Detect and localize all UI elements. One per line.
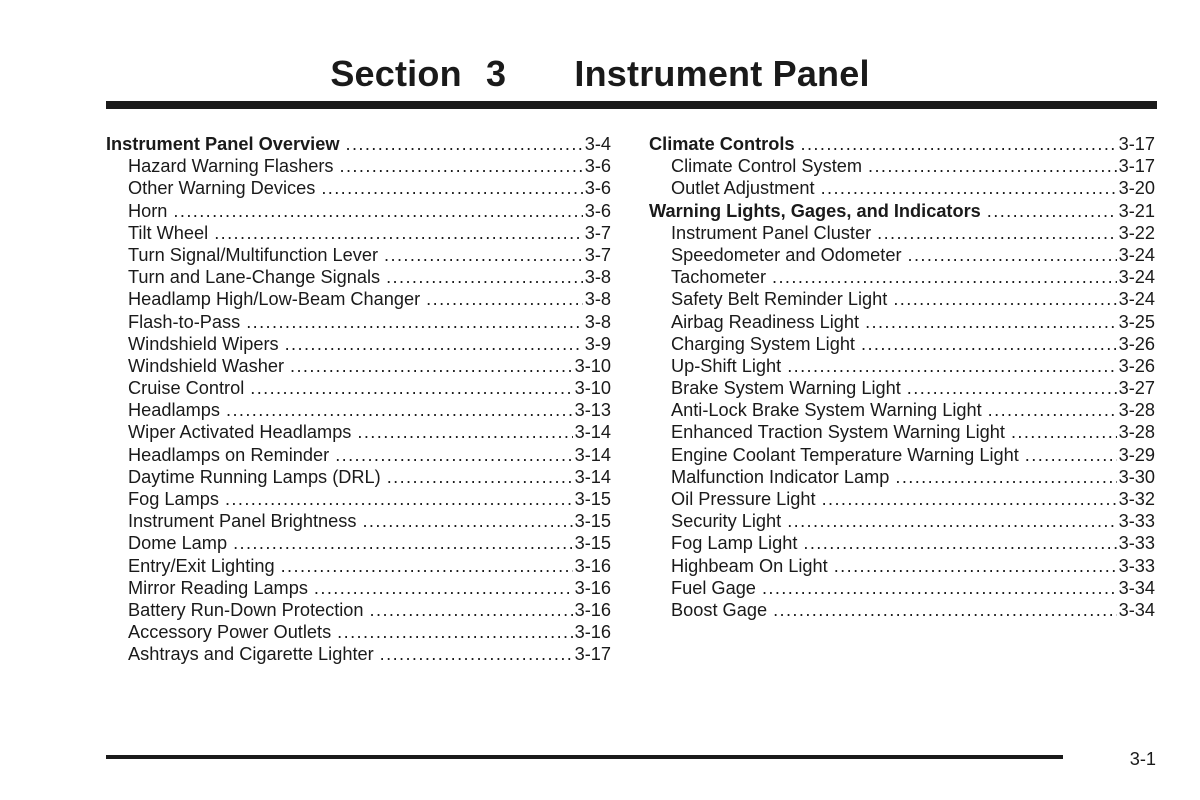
section-label: Section [330,53,462,94]
toc-entry-title: Brake System Warning Light [671,378,901,399]
toc-entry-page: 3-28 [1118,400,1155,421]
toc-entry-page: 3-16 [574,555,611,576]
toc-entry [106,355,611,377]
toc-entry [106,244,611,266]
toc-dot-leader [803,532,1116,554]
toc-dot-leader [357,421,572,443]
page-number: 3-1 [1129,749,1156,769]
toc-entry-title: Outlet Adjustment [671,178,815,199]
toc-entry-page: 3-15 [574,489,611,509]
toc-entry [649,488,1155,510]
toc-entry-title: Anti-Lock Brake System Warning Light [671,400,982,421]
toc-entry-page: 3-16 [574,599,611,620]
toc-dot-leader [335,444,572,466]
toc-dot-leader [908,244,1117,266]
toc-section-heading [649,133,1155,155]
toc-right-column [649,133,1155,621]
toc-dot-leader [225,488,573,510]
toc-entry [649,355,1155,377]
toc-dot-leader [987,200,1117,222]
toc-dot-leader [384,244,583,266]
toc-entry-page: 3-21 [1118,200,1155,221]
toc-entry [649,333,1155,355]
toc-dot-leader [226,399,573,421]
toc-entry [106,377,611,399]
toc-entry [649,466,1155,488]
toc-dot-leader [337,621,572,643]
toc-entry [106,466,611,488]
toc-entry-page: 3-34 [1118,599,1155,620]
toc-entry-title: Climate Control System [671,156,863,177]
toc-entry-title: Climate Controls [649,134,795,154]
toc-entry-title: Turn and Lane-Change Signals [128,267,381,288]
section-title [0,52,1200,96]
toc-entry-title: Headlamps on Reminder [128,444,330,465]
toc-entry-page: 3-9 [584,333,611,354]
toc-entry-title: Entry/Exit Lighting [128,555,275,576]
toc-entry-title: Speedometer and Odometer [671,244,902,265]
toc-entry-page: 3-25 [1118,311,1155,332]
toc-entry [649,599,1155,621]
toc-entry-title: Hazard Warning Flashers [128,156,334,177]
toc-entry-page: 3-16 [574,577,611,598]
toc-entry-title: Highbeam On Light [671,555,828,576]
toc-entry [649,222,1155,244]
toc-entry [106,444,611,466]
toc-dot-leader [285,333,583,355]
toc-dot-leader [1025,444,1117,466]
toc-entry-page: 3-34 [1118,577,1155,598]
toc-entry [106,177,611,199]
toc-dot-leader [321,177,582,199]
toc-entry [106,155,611,177]
toc-entry [106,222,611,244]
toc-entry [649,444,1155,466]
toc-entry-page: 3-7 [584,222,611,243]
toc-dot-leader [380,643,573,665]
toc-entry-title: Wiper Activated Headlamps [128,422,352,443]
toc-dot-leader [801,133,1117,155]
toc-dot-leader [1011,421,1117,443]
toc-entry-title: Dome Lamp [128,533,228,554]
toc-entry-title: Engine Coolant Temperature Warning Light [671,444,1019,465]
toc-entry [649,532,1155,554]
toc-dot-leader [314,577,573,599]
toc-entry-title: Accessory Power Outlets [128,622,332,643]
toc-entry-title: Fog Lamp Light [671,533,798,554]
toc-entry-title: Up-Shift Light [671,355,782,376]
toc-entry-page: 3-26 [1118,355,1155,376]
toc-dot-leader [386,266,583,288]
toc-entry-page: 3-33 [1118,555,1155,576]
toc-entry-page: 3-15 [574,511,611,532]
toc-dot-leader [893,288,1116,310]
toc-entry [106,421,611,443]
toc-entry [106,643,611,665]
toc-entry [106,200,611,222]
toc-entry-title: Horn [128,200,168,221]
toc-dot-leader [214,222,583,244]
toc-dot-leader [895,466,1116,488]
toc-entry-page: 3-28 [1118,422,1155,443]
toc-dot-leader [250,377,572,399]
toc-entry-page: 3-24 [1118,289,1155,310]
toc-dot-leader [340,155,583,177]
toc-entry-page: 3-10 [574,378,611,399]
toc-entry-title: Instrument Panel Brightness [128,511,357,532]
toc-dot-leader [290,355,573,377]
section-number: 3 [485,53,507,94]
toc-entry-page: 3-10 [574,355,611,376]
toc-entry-page: 3-6 [584,200,611,221]
toc-left-column [106,133,611,666]
toc-entry-page: 3-30 [1118,466,1155,487]
toc-entry-title: Ashtrays and Cigarette Lighter [128,644,374,665]
toc-dot-leader [233,532,573,554]
toc-entry-page: 3-32 [1118,489,1155,509]
toc-dot-leader [370,599,573,621]
toc-entry-title: Instrument Panel Overview [106,134,340,154]
toc-entry-title: Mirror Reading Lamps [128,577,308,598]
toc-entry-page: 3-17 [1118,134,1155,154]
toc-entry-page: 3-33 [1118,511,1155,532]
toc-entry [649,377,1155,399]
toc-entry-title: Charging System Light [671,333,855,354]
toc-entry [649,311,1155,333]
toc-entry [106,577,611,599]
toc-entry-page: 3-24 [1118,267,1155,288]
toc-entry [649,288,1155,310]
toc-entry-title: Malfunction Indicator Lamp [671,466,890,487]
toc-entry [649,399,1155,421]
toc-dot-leader [787,355,1116,377]
toc-entry-page: 3-16 [574,622,611,643]
toc-entry-title: Fuel Gage [671,577,756,598]
toc-dot-leader [834,555,1117,577]
toc-entry [106,399,611,421]
toc-section-heading [649,200,1155,222]
toc-entry [649,421,1155,443]
toc-entry [649,577,1155,599]
toc-entry-title: Windshield Wipers [128,333,279,354]
toc-entry-page: 3-13 [574,400,611,421]
toc-entry [106,488,611,510]
toc-entry [106,555,611,577]
toc-entry-page: 3-22 [1118,222,1155,243]
toc-entry-title: Instrument Panel Cluster [671,222,872,243]
toc-section-heading [106,133,611,155]
toc-entry-title: Tachometer [671,267,767,288]
toc-entry-page: 3-24 [1118,244,1155,265]
toc-dot-leader [868,155,1117,177]
toc-dot-leader [362,510,572,532]
toc-entry-title: Fog Lamps [128,489,219,509]
toc-dot-leader [281,555,573,577]
toc-dot-leader [387,466,573,488]
toc-entry-title: Headlamp High/Low-Beam Changer [128,289,421,310]
toc-dot-leader [861,333,1117,355]
toc-entry-page: 3-14 [574,466,611,487]
toc-entry-title: Headlamps [128,400,220,421]
toc-entry-page: 3-8 [584,311,611,332]
toc-entry-title: Other Warning Devices [128,178,316,199]
toc-entry [649,244,1155,266]
toc-entry [106,333,611,355]
toc-dot-leader [787,510,1116,532]
toc-entry-title: Safety Belt Reminder Light [671,289,888,310]
toc-entry-page: 3-17 [574,644,611,665]
toc-entry [649,155,1155,177]
toc-dot-leader [426,288,583,310]
toc-entry [106,621,611,643]
toc-entry [649,510,1155,532]
toc-dot-leader [865,311,1117,333]
toc-entry-title: Windshield Washer [128,355,284,376]
toc-entry [106,311,611,333]
toc-entry-title: Airbag Readiness Light [671,311,860,332]
toc-dot-leader [821,177,1117,199]
toc-dot-leader [346,133,583,155]
toc-entry-title: Boost Gage [671,599,768,620]
toc-entry-page: 3-26 [1118,333,1155,354]
section-name: Instrument Panel [574,53,870,94]
title-divider [106,101,1157,109]
toc-entry-title: Daytime Running Lamps (DRL) [128,466,381,487]
toc-entry [106,599,611,621]
toc-dot-leader [773,599,1117,621]
toc-entry [649,177,1155,199]
toc-entry-title: Oil Pressure Light [671,489,816,509]
toc-entry-page: 3-33 [1118,533,1155,554]
toc-entry [649,266,1155,288]
toc-entry-page: 3-29 [1118,444,1155,465]
toc-entry-page: 3-27 [1118,378,1155,399]
toc-dot-leader [988,399,1117,421]
toc-entry-page: 3-6 [584,178,611,199]
toc-entry-title: Battery Run-Down Protection [128,599,364,620]
toc-entry-title: Warning Lights, Gages, and Indicators [649,200,981,221]
toc-entry-page: 3-7 [584,244,611,265]
toc-entry-title: Flash-to-Pass [128,311,241,332]
toc-dot-leader [762,577,1117,599]
toc-entry-title: Cruise Control [128,378,245,399]
toc-entry-page: 3-14 [574,444,611,465]
toc-entry-page: 3-4 [584,134,611,154]
toc-entry-page: 3-8 [584,289,611,310]
toc-entry-title: Security Light [671,511,782,532]
toc-entry [106,266,611,288]
toc-entry-page: 3-6 [584,156,611,177]
toc-dot-leader [822,488,1117,510]
toc-entry [106,532,611,554]
toc-entry-page: 3-15 [574,533,611,554]
toc-entry-title: Turn Signal/Multifunction Lever [128,244,379,265]
toc-entry-page: 3-17 [1118,156,1155,177]
toc-dot-leader [173,200,582,222]
toc-entry-page: 3-8 [584,267,611,288]
toc-entry [106,510,611,532]
toc-entry-title: Tilt Wheel [128,222,209,243]
toc-entry-page: 3-14 [574,422,611,443]
toc-dot-leader [246,311,583,333]
toc-entry-title: Enhanced Traction System Warning Light [671,422,1005,443]
toc-dot-leader [877,222,1116,244]
toc-entry-page: 3-20 [1118,178,1155,199]
toc-entry [106,288,611,310]
toc-entry [649,555,1155,577]
toc-dot-leader [772,266,1117,288]
footer-divider [106,755,1063,759]
toc-dot-leader [907,377,1117,399]
